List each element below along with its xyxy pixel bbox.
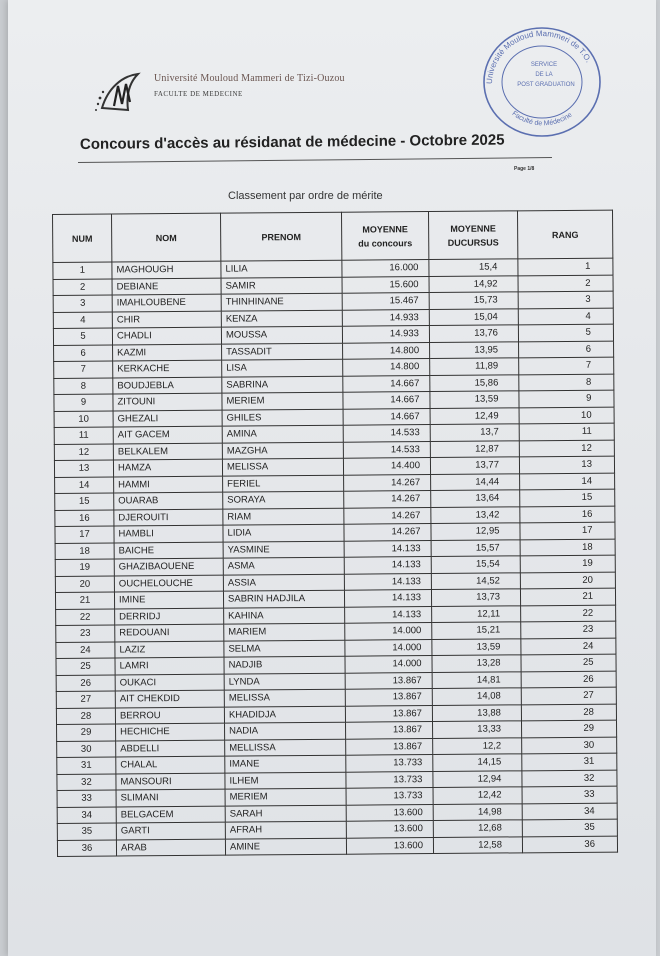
cell-moyenne: 13.867: [345, 689, 432, 706]
cell-nom: KAZMI: [113, 344, 222, 361]
cell-rang: 2: [518, 275, 613, 292]
cell-rang: 6: [519, 341, 614, 358]
header-nom: NOM: [112, 213, 221, 262]
cell-ducursus: 15,04: [429, 308, 518, 325]
cell-ducursus: 12,94: [433, 770, 522, 787]
cell-moyenne: 13.867: [346, 722, 433, 739]
cell-moyenne: 15.600: [342, 276, 429, 293]
cell-rang: 35: [522, 819, 617, 836]
cell-ducursus: 12,68: [433, 820, 522, 837]
cell-num: 20: [55, 576, 114, 593]
cell-moyenne: 14.800: [343, 359, 430, 376]
cell-num: 13: [54, 460, 113, 477]
cell-moyenne: 14.133: [344, 557, 431, 574]
cell-num: 1: [53, 262, 112, 279]
cell-ducursus: 14,08: [432, 688, 521, 705]
cell-prenom: LIDIA: [223, 524, 344, 541]
cell-num: 4: [53, 312, 112, 329]
cell-rang: 20: [520, 572, 615, 589]
cell-num: 12: [54, 444, 113, 461]
cell-prenom: SABRIN HADJILA: [223, 590, 344, 607]
cell-moyenne: 13.600: [346, 804, 433, 821]
cell-nom: SLIMANI: [116, 789, 225, 806]
cell-moyenne: 14.133: [344, 590, 431, 607]
table-subtitle: Classement par ordre de mérite: [228, 190, 383, 202]
header-moyenne-l1: MOYENNE: [362, 223, 408, 235]
cell-moyenne: 14.133: [344, 540, 431, 557]
cell-prenom: MELLISSA: [225, 739, 346, 756]
cell-moyenne: 14.533: [343, 425, 430, 442]
cell-num: 6: [54, 345, 113, 362]
document-title: Concours d'accès au résidanat de médecine - Octobre 2025: [79, 131, 505, 153]
cell-prenom: AFRAH: [225, 821, 346, 838]
cell-ducursus: 13,59: [432, 638, 521, 655]
cell-moyenne: 13.600: [346, 837, 433, 854]
cell-prenom: NADIA: [225, 722, 346, 739]
cell-rang: 16: [520, 506, 615, 523]
cell-moyenne: 15.467: [342, 293, 429, 310]
cell-num: 36: [57, 840, 116, 857]
cell-nom: HAMZA: [113, 459, 222, 476]
cell-prenom: KENZA: [221, 310, 342, 327]
cell-nom: HECHICHE: [116, 723, 225, 740]
cell-moyenne: 14.000: [345, 656, 432, 673]
cell-rang: 7: [519, 357, 614, 374]
cell-moyenne: 13.600: [346, 821, 433, 838]
stamp-bottom-text: Faculté de Médecine: [510, 110, 574, 128]
cell-ducursus: 12,49: [430, 407, 519, 424]
stamp-ring-text: Université Mouloud Mammeri de T.O.: [484, 28, 594, 85]
cell-moyenne: 13.733: [346, 788, 433, 805]
cell-prenom: KAHINA: [224, 607, 345, 624]
cell-moyenne: 13.867: [345, 672, 432, 689]
header-rang: RANG: [517, 210, 612, 259]
cell-num: 21: [55, 592, 114, 609]
cell-num: 22: [56, 609, 115, 626]
cell-rang: 21: [520, 588, 615, 605]
cell-ducursus: 12,2: [433, 737, 522, 754]
cell-ducursus: 14,98: [433, 803, 522, 820]
cell-ducursus: 12,95: [431, 523, 520, 540]
cell-prenom: MAZGHA: [222, 442, 343, 459]
header-num: NUM: [53, 214, 112, 262]
cell-rang: 3: [518, 291, 613, 308]
cell-prenom: RIAM: [223, 508, 344, 525]
cell-moyenne: 14.267: [344, 524, 431, 541]
cell-rang: 24: [521, 638, 616, 655]
stamp-center-line3: POST GRADUATION: [517, 82, 575, 88]
cell-nom: LAMRI: [115, 657, 224, 674]
cell-rang: 26: [521, 671, 616, 688]
cell-ducursus: 13,59: [430, 391, 519, 408]
cell-rang: 32: [522, 770, 617, 787]
cell-prenom: ASSIA: [223, 574, 344, 591]
cell-ducursus: 14,44: [431, 473, 520, 490]
cell-ducursus: 12,42: [433, 787, 522, 804]
cell-num: 34: [57, 807, 116, 824]
cell-rang: 23: [521, 621, 616, 638]
cell-prenom: LILIA: [221, 260, 342, 277]
cell-rang: 4: [518, 308, 613, 325]
cell-moyenne: 13.733: [346, 755, 433, 772]
cell-prenom: AMINE: [225, 838, 346, 855]
cell-prenom: MERIEM: [225, 788, 346, 805]
cell-ducursus: 15,86: [430, 374, 519, 391]
cell-ducursus: 15,54: [431, 556, 520, 573]
cell-prenom: SARAH: [225, 805, 346, 822]
cell-rang: 18: [520, 539, 615, 556]
cell-nom: HAMMI: [114, 476, 223, 493]
cell-num: 3: [53, 295, 112, 312]
cell-ducursus: 12,58: [433, 836, 522, 853]
cell-moyenne: 14.133: [344, 573, 431, 590]
cell-ducursus: 14,81: [432, 671, 521, 688]
cell-num: 17: [55, 526, 114, 543]
cell-ducursus: 13,76: [429, 325, 518, 342]
header-prenom: PRENOM: [220, 212, 341, 261]
cell-ducursus: 13,33: [432, 721, 521, 738]
cell-rang: 29: [521, 720, 616, 737]
cell-num: 14: [55, 477, 114, 494]
cell-prenom: MARIEM: [224, 623, 345, 640]
cell-nom: HAMBLI: [114, 525, 223, 542]
cell-prenom: THINHINANE: [221, 293, 342, 310]
cell-rang: 12: [519, 440, 614, 457]
cell-rang: 22: [521, 605, 616, 622]
cell-rang: 10: [519, 407, 614, 424]
cell-rang: 27: [521, 687, 616, 704]
cell-moyenne: 16.000: [342, 260, 429, 277]
cell-prenom: TASSADIT: [222, 343, 343, 360]
cell-nom: REDOUANI: [115, 624, 224, 641]
cell-nom: BOUDJEBLA: [113, 377, 222, 394]
cell-nom: MAGHOUGH: [112, 261, 221, 278]
header-moyenne-l2: du concours: [358, 237, 413, 249]
cell-nom: OUCHELOUCHE: [114, 575, 223, 592]
cell-moyenne: 14.267: [344, 491, 431, 508]
cell-num: 9: [54, 394, 113, 411]
cell-num: 16: [55, 510, 114, 527]
university-logo: [92, 68, 144, 116]
cell-rang: 36: [522, 836, 617, 853]
table-body: [53, 258, 618, 856]
cell-prenom: NADJIB: [224, 656, 345, 673]
cell-num: 26: [56, 675, 115, 692]
cell-prenom: ASMA: [223, 557, 344, 574]
cell-nom: ARAB: [116, 839, 225, 856]
stamp-center-line1: SERVICE: [530, 62, 558, 68]
cell-moyenne: 14.000: [345, 623, 432, 640]
cell-nom: OUKACI: [115, 674, 224, 691]
cell-rang: 14: [520, 473, 615, 490]
cell-num: 28: [56, 708, 115, 725]
cell-moyenne: 14.667: [343, 392, 430, 409]
cell-moyenne: 14.933: [342, 326, 429, 343]
service-stamp: [478, 22, 606, 140]
header-moyenne: [341, 212, 428, 261]
cell-ducursus: 13,73: [431, 589, 520, 606]
cell-num: 33: [57, 790, 116, 807]
cell-moyenne: 14.533: [343, 441, 430, 458]
cell-nom: BAICHE: [114, 542, 223, 559]
cell-moyenne: 13.867: [346, 738, 433, 755]
cell-nom: OUARAB: [114, 492, 223, 509]
cell-rang: 11: [519, 423, 614, 440]
cell-rang: 1: [518, 258, 613, 275]
cell-ducursus: 15,4: [429, 259, 518, 276]
cell-num: 35: [57, 823, 116, 840]
cell-num: 7: [54, 361, 113, 378]
cell-num: 10: [54, 411, 113, 428]
cell-rang: 9: [519, 390, 614, 407]
cell-ducursus: 15,73: [429, 292, 518, 309]
cell-num: 15: [55, 493, 114, 510]
cell-nom: AIT CHEKDID: [115, 690, 224, 707]
cell-ducursus: 15,57: [431, 539, 520, 556]
cell-ducursus: 13,28: [432, 655, 521, 672]
cell-nom: CHALAL: [116, 756, 225, 773]
cell-rang: 13: [519, 456, 614, 473]
cell-nom: DERRIDJ: [115, 608, 224, 625]
cell-num: 2: [53, 279, 112, 296]
cell-nom: ABDELLI: [116, 740, 225, 757]
cell-nom: GHEZALI: [113, 410, 222, 427]
cell-nom: IMAHLOUBENE: [112, 294, 221, 311]
cell-num: 24: [56, 642, 115, 659]
cell-prenom: GHILES: [222, 409, 343, 426]
cell-ducursus: 12,11: [432, 605, 521, 622]
cell-moyenne: 14.000: [345, 639, 432, 656]
cell-moyenne: 13.867: [345, 705, 432, 722]
university-name: Université Mouloud Mammeri de Tizi-Ouzou: [154, 73, 345, 84]
cell-moyenne: 14.667: [343, 375, 430, 392]
cell-nom: CHADLI: [112, 327, 221, 344]
cell-num: 5: [53, 328, 112, 345]
cell-ducursus: 13,42: [431, 506, 520, 523]
cell-moyenne: 14.400: [343, 458, 430, 475]
cell-rang: 17: [520, 522, 615, 539]
cell-ducursus: 13,95: [430, 341, 519, 358]
cell-prenom: AMINA: [222, 425, 343, 442]
header-ducursus: [428, 211, 517, 260]
cell-num: 23: [56, 625, 115, 642]
cell-num: 29: [57, 724, 116, 741]
cell-rang: 25: [521, 654, 616, 671]
cell-num: 19: [55, 559, 114, 576]
cell-rang: 15: [520, 489, 615, 506]
cell-rang: 19: [520, 555, 615, 572]
cell-nom: AIT GACEM: [113, 426, 222, 443]
cell-moyenne: 14.267: [344, 507, 431, 524]
cell-ducursus: 14,92: [429, 275, 518, 292]
cell-prenom: KHADIDJA: [224, 706, 345, 723]
cell-ducursus: 13,64: [431, 490, 520, 507]
document-sheet: [8, 0, 656, 956]
title-divider: [78, 157, 552, 163]
faculty-name: FACULTE DE MEDECINE: [154, 90, 243, 98]
cell-moyenne: 14.667: [343, 408, 430, 425]
cell-ducursus: 13,88: [432, 704, 521, 721]
cell-prenom: YASMINE: [223, 541, 344, 558]
stamp-center-line2: DE LA: [535, 72, 553, 78]
cell-rang: 30: [522, 737, 617, 754]
cell-num: 27: [56, 691, 115, 708]
cell-moyenne: 14.267: [344, 474, 431, 491]
cell-num: 8: [54, 378, 113, 395]
cell-nom: KERKACHE: [113, 360, 222, 377]
cell-prenom: MELISSA: [224, 689, 345, 706]
cell-ducursus: 13,7: [430, 424, 519, 441]
cell-nom: GARTI: [116, 822, 225, 839]
cell-nom: BERROU: [115, 707, 224, 724]
cell-prenom: LYNDA: [224, 673, 345, 690]
cell-prenom: ILHEM: [225, 772, 346, 789]
cell-num: 32: [57, 774, 116, 791]
cell-prenom: FERIEL: [223, 475, 344, 492]
cell-ducursus: 11,89: [430, 358, 519, 375]
cell-prenom: SABRINA: [222, 376, 343, 393]
header-ducursus-l1: MOYENNE: [450, 223, 496, 234]
page-number: Page 1/8: [514, 166, 535, 172]
cell-prenom: MOUSSA: [221, 326, 342, 343]
ranking-table: [52, 210, 618, 857]
cell-ducursus: 15,21: [432, 622, 521, 639]
cell-prenom: MERIEM: [222, 392, 343, 409]
cell-prenom: SORAYA: [223, 491, 344, 508]
cell-prenom: LISA: [222, 359, 343, 376]
table-row: [57, 836, 617, 857]
cell-num: 18: [55, 543, 114, 560]
cell-prenom: SAMIR: [221, 277, 342, 294]
cell-nom: DEBIANE: [112, 278, 221, 295]
cell-nom: BELGACEM: [116, 806, 225, 823]
svg-text:Faculté de Médecine: [511, 110, 574, 127]
cell-moyenne: 13.733: [346, 771, 433, 788]
cell-nom: BELKALEM: [113, 443, 222, 460]
table-header-row: [53, 210, 613, 262]
cell-rang: 28: [521, 704, 616, 721]
cell-rang: 33: [522, 786, 617, 803]
cell-rang: 34: [522, 803, 617, 820]
cell-ducursus: 14,15: [433, 754, 522, 771]
cell-ducursus: 13,77: [430, 457, 519, 474]
cell-moyenne: 14.133: [345, 606, 432, 623]
cell-num: 25: [56, 658, 115, 675]
cell-nom: IMINE: [114, 591, 223, 608]
header-ducursus-l2: DUCURSUS: [447, 236, 499, 248]
cell-nom: ZITOUNI: [113, 393, 222, 410]
cell-rang: 31: [522, 753, 617, 770]
cell-prenom: MELISSA: [222, 458, 343, 475]
cell-num: 30: [57, 741, 116, 758]
cell-rang: 5: [518, 324, 613, 341]
cell-prenom: IMANE: [225, 755, 346, 772]
cell-nom: LAZIZ: [115, 641, 224, 658]
cell-moyenne: 14.800: [343, 342, 430, 359]
cell-num: 11: [54, 427, 113, 444]
cell-ducursus: 14,52: [431, 572, 520, 589]
cell-rang: 8: [519, 374, 614, 391]
cell-nom: CHIR: [112, 311, 221, 328]
cell-nom: MANSOURI: [116, 773, 225, 790]
cell-moyenne: 14.933: [342, 309, 429, 326]
cell-ducursus: 12,87: [430, 440, 519, 457]
cell-nom: DJEROUITI: [114, 509, 223, 526]
cell-nom: GHAZIBAOUENE: [114, 558, 223, 575]
cell-prenom: SELMA: [224, 640, 345, 657]
cell-num: 31: [57, 757, 116, 774]
